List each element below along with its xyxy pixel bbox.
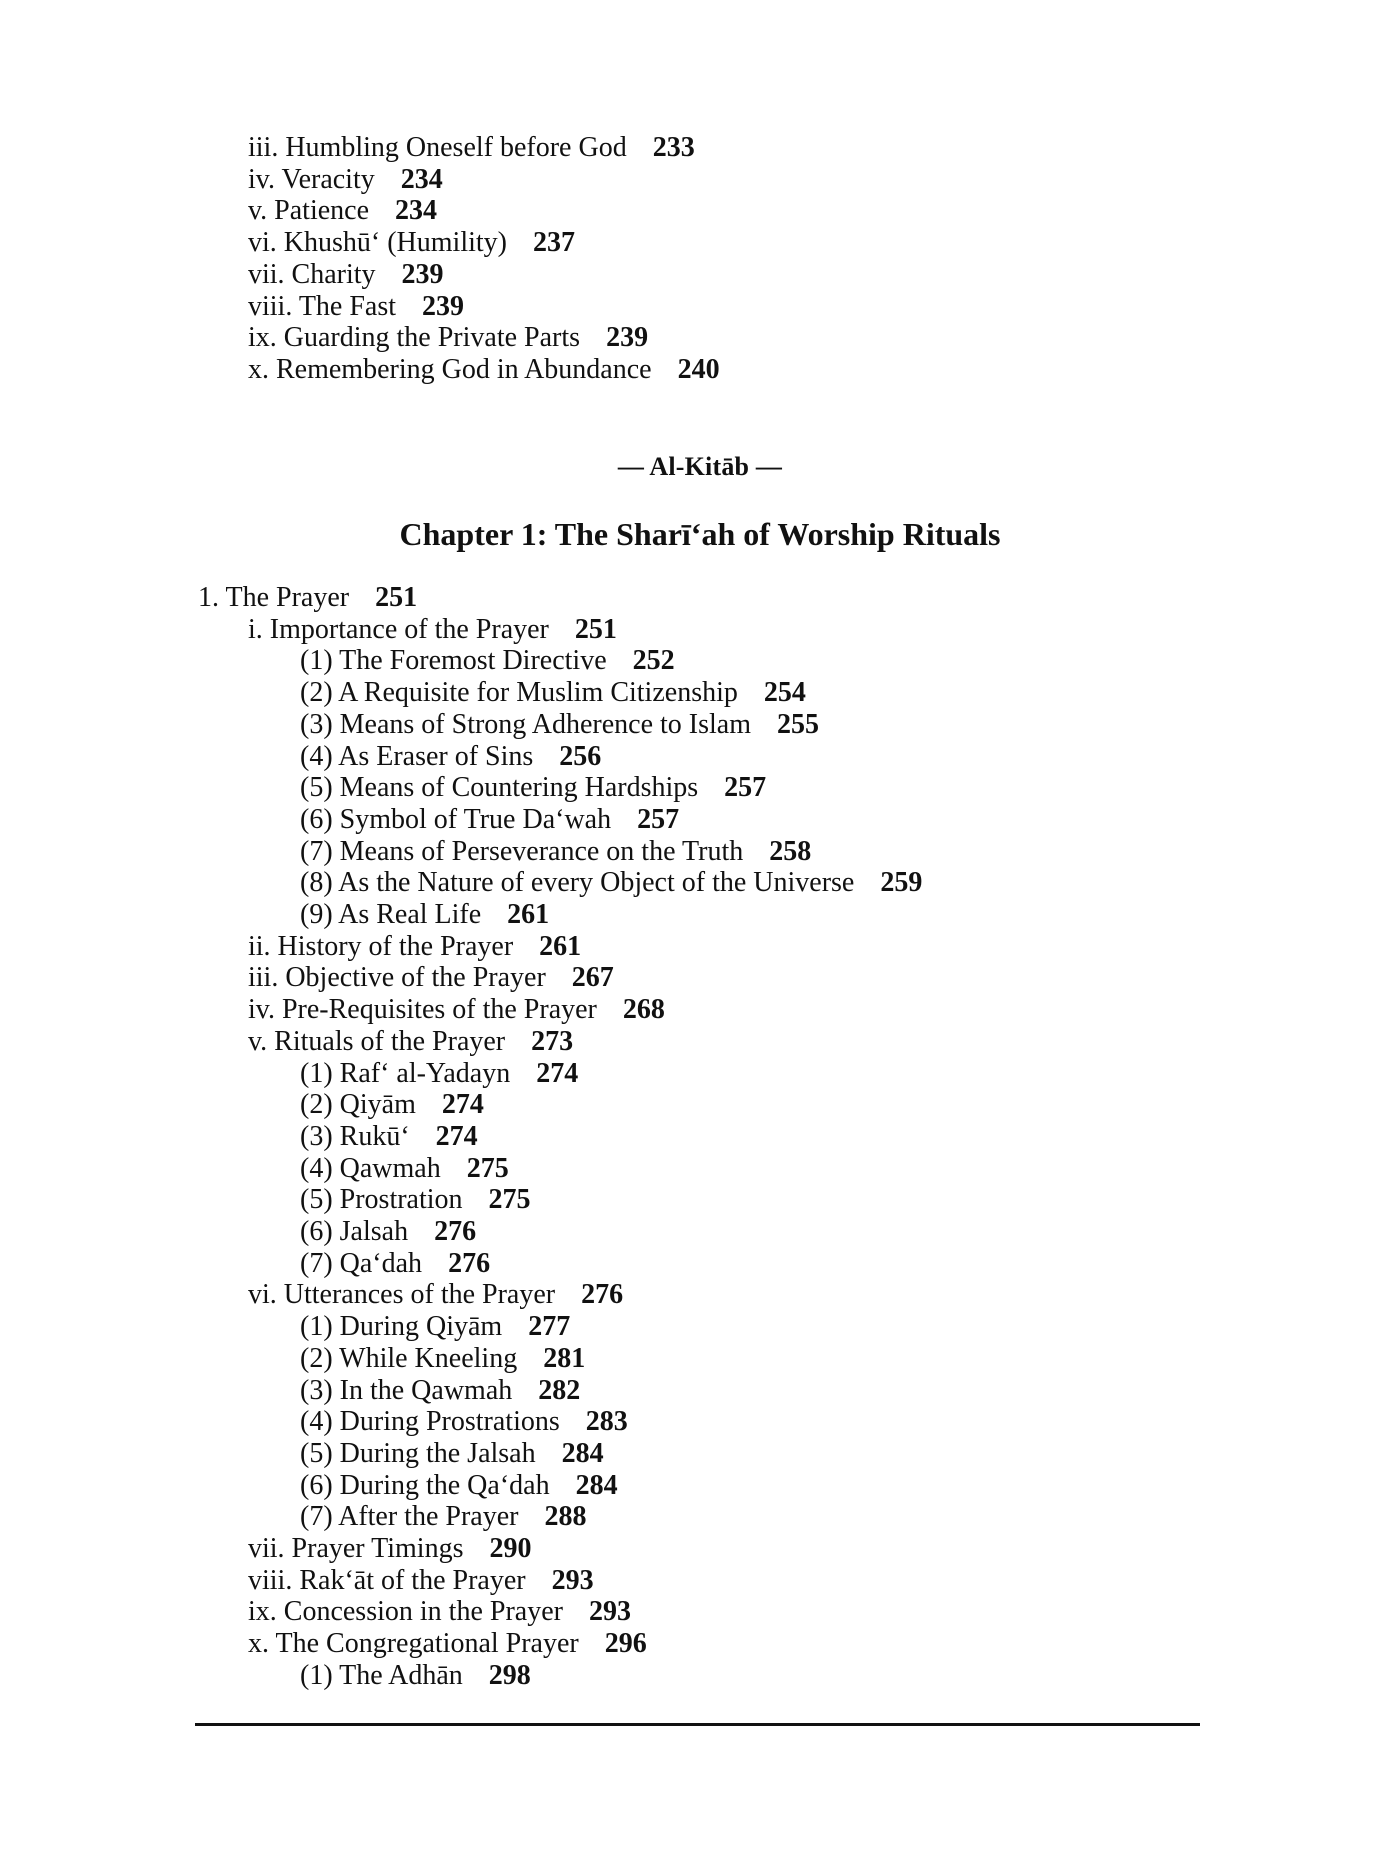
toc-entry-page-number: 275: [466, 1153, 509, 1184]
toc-entry: [300, 1343, 585, 1374]
toc-entry-page-number: 282: [538, 1375, 581, 1406]
toc-entry-page-number: 283: [585, 1406, 628, 1437]
toc-entry-title: v. Rituals of the Prayer: [248, 1026, 506, 1057]
toc-entry-title: iv. Veracity: [248, 164, 375, 195]
toc-entry: [248, 614, 617, 645]
toc-entry: [198, 582, 417, 613]
toc-entry-title: (3) In the Qawmah: [300, 1375, 513, 1406]
toc-entry-title: (5) Means of Countering Hardships: [300, 772, 699, 803]
toc-entry-title: (7) Qa‘dah: [300, 1248, 423, 1279]
toc-entry-title: (6) During the Qa‘dah: [300, 1470, 550, 1501]
toc-entry: [248, 1565, 594, 1596]
toc-entry: [300, 1470, 618, 1501]
toc-entry: [300, 867, 922, 898]
toc-entry: [300, 677, 806, 708]
toc-entry: [248, 994, 665, 1025]
toc-entry-page-number: 273: [531, 1026, 574, 1057]
toc-entry-title: (5) Prostration: [300, 1184, 463, 1215]
toc-entry: [300, 645, 675, 676]
toc-entry-title: (2) A Requisite for Muslim Citizenship: [300, 677, 738, 708]
toc-entry-title: (7) Means of Perseverance on the Truth: [300, 836, 744, 867]
toc-entry: [300, 1375, 580, 1406]
toc-entry: [300, 1660, 531, 1691]
toc-entry: [300, 1406, 628, 1437]
toc-entry-page-number: 281: [543, 1343, 586, 1374]
toc-entry-page-number: 257: [724, 772, 767, 803]
toc-entry-title: (4) As Eraser of Sins: [300, 741, 534, 772]
toc-entry-title: ii. History of the Prayer: [248, 931, 514, 962]
toc-entry-title: (4) Qawmah: [300, 1153, 441, 1184]
toc-entry-page-number: 275: [488, 1184, 531, 1215]
toc-entry-page-number: 251: [574, 614, 617, 645]
toc-entry: [300, 709, 819, 740]
toc-entry-title: x. The Congregational Prayer: [248, 1628, 579, 1659]
toc-entry-page-number: 261: [539, 931, 582, 962]
toc-entry-page-number: 293: [588, 1596, 631, 1627]
toc-entry-title: (6) Symbol of True Da‘wah: [300, 804, 612, 835]
toc-entry-page-number: 257: [637, 804, 680, 835]
toc-entry: [248, 1628, 647, 1659]
toc-entry-page-number: 277: [528, 1311, 571, 1342]
toc-entry: [248, 259, 444, 290]
toc-entry-page-number: 276: [448, 1248, 491, 1279]
toc-entry-title: x. Remembering God in Abundance: [248, 354, 652, 385]
toc-entry: [300, 1216, 476, 1247]
toc-entry-page-number: 268: [622, 994, 665, 1025]
toc-entry-page-number: 256: [559, 741, 602, 772]
toc-entry: [248, 354, 720, 385]
toc-entry: [300, 1121, 478, 1152]
toc-entry-page-number: 296: [604, 1628, 647, 1659]
toc-entry-title: (1) Raf‘ al-Yadayn: [300, 1058, 511, 1089]
toc-entry-title: vi. Khushū‘ (Humility): [248, 227, 507, 258]
toc-entry: [300, 1089, 484, 1120]
toc-entry: [248, 931, 581, 962]
toc-entry: [300, 1184, 531, 1215]
toc-entry-page-number: 240: [677, 354, 720, 385]
toc-entry: [248, 1026, 573, 1057]
toc-entry-title: ix. Guarding the Private Parts: [248, 322, 581, 353]
toc-entry-page-number: 284: [561, 1438, 604, 1469]
toc-entry-page-number: 290: [489, 1533, 532, 1564]
toc-entry-title: viii. The Fast: [248, 291, 397, 322]
toc-entry-title: (1) The Adhān: [300, 1660, 463, 1691]
toc-entry: [248, 1596, 631, 1627]
toc-entry-page-number: 239: [422, 291, 465, 322]
toc-entry-page-number: 237: [533, 227, 575, 258]
toc-entry-title: iv. Pre-Requisites of the Prayer: [248, 994, 597, 1025]
toc-entry: [248, 164, 443, 195]
toc-entry-page-number: 274: [441, 1089, 484, 1120]
toc-entry-title: (5) During the Jalsah: [300, 1438, 536, 1469]
toc-entry-title: vii. Charity: [248, 259, 376, 290]
toc-entry-page-number: 298: [488, 1660, 531, 1691]
toc-entry-page-number: 239: [606, 322, 649, 353]
toc-entry: [248, 132, 695, 163]
toc-entry: [300, 899, 549, 930]
toc-entry-title: vii. Prayer Timings: [248, 1533, 464, 1564]
footer-rule: [195, 1723, 1200, 1726]
toc-entry-title: (3) Rukū‘: [300, 1121, 410, 1152]
toc-entry: [300, 1311, 570, 1342]
toc-entry-page-number: 276: [434, 1216, 477, 1247]
toc-entry-title: (6) Jalsah: [300, 1216, 409, 1247]
toc-entry: [300, 772, 766, 803]
toc-entry-page-number: 274: [536, 1058, 579, 1089]
toc-entry-page-number: 274: [435, 1121, 478, 1152]
toc-entry: [248, 1533, 531, 1564]
toc-entry: [300, 1248, 490, 1279]
toc-entry-page-number: 234: [400, 164, 443, 195]
toc-entry-title: v. Patience: [248, 195, 370, 226]
toc-entry-title: (2) Qiyām: [300, 1089, 416, 1120]
toc-entry-title: ix. Concession in the Prayer: [248, 1596, 563, 1627]
toc-entry: [248, 195, 437, 226]
toc-entry-title: (8) As the Nature of every Object of the Universe: [300, 867, 855, 898]
chapter-title: Chapter 1: The Sharī‘ah of Worship Rituals: [399, 516, 1001, 552]
toc-entry-title: vi. Utterances of the Prayer: [248, 1279, 556, 1310]
toc-entry-title: (1) The Foremost Directive: [300, 645, 607, 676]
toc-entry: [300, 1438, 604, 1469]
toc-entry-page-number: 251: [375, 582, 418, 613]
toc-entry-title: (3) Means of Strong Adherence to Islam: [300, 709, 751, 740]
toc-entry-page-number: 252: [632, 645, 675, 676]
toc-entry-title: iii. Objective of the Prayer: [248, 962, 546, 993]
toc-entry-title: iii. Humbling Oneself before God: [248, 132, 627, 163]
toc-entry: [300, 804, 679, 835]
toc-entry: [300, 836, 811, 867]
toc-entry-title: (2) While Kneeling: [300, 1343, 518, 1374]
toc-entry-page-number: 293: [551, 1565, 594, 1596]
toc-entry-page-number: 233: [652, 132, 695, 163]
toc-entry-title: (4) During Prostrations: [300, 1406, 560, 1437]
toc-entry-page-number: 258: [769, 836, 812, 867]
toc-entry-page-number: 255: [777, 709, 819, 740]
section-divider-heading: — Al-Kitāb —: [617, 452, 783, 481]
toc-entry-page-number: 288: [544, 1501, 587, 1532]
toc-entry-title: (9) As Real Life: [300, 899, 482, 930]
toc-entry: [248, 322, 648, 353]
toc-entry: [248, 291, 464, 322]
toc-entry: [248, 227, 575, 258]
toc-entry: [248, 962, 614, 993]
toc-entry-title: (7) After the Prayer: [300, 1501, 519, 1532]
toc-entry-page-number: 284: [575, 1470, 618, 1501]
toc-entry-page-number: 234: [395, 195, 438, 226]
toc-entry-page-number: 276: [581, 1279, 624, 1310]
toc-entry-page-number: 267: [571, 962, 614, 993]
toc-entry: [300, 1058, 578, 1089]
toc-entry: [300, 741, 601, 772]
toc-entry-title: (1) During Qiyām: [300, 1311, 503, 1342]
toc-entry: [300, 1501, 586, 1532]
toc-entry-page-number: 239: [401, 259, 444, 290]
toc-entry: [248, 1279, 623, 1310]
toc-entry: [300, 1153, 509, 1184]
toc-entry-title: 1. The Prayer: [198, 582, 350, 613]
toc-entry-title: i. Importance of the Prayer: [248, 614, 549, 645]
toc-entry-page-number: 259: [880, 867, 923, 898]
toc-entry-title: viii. Rak‘āt of the Prayer: [248, 1565, 526, 1596]
toc-entry-page-number: 254: [763, 677, 806, 708]
toc-entry-page-number: 261: [507, 899, 550, 930]
